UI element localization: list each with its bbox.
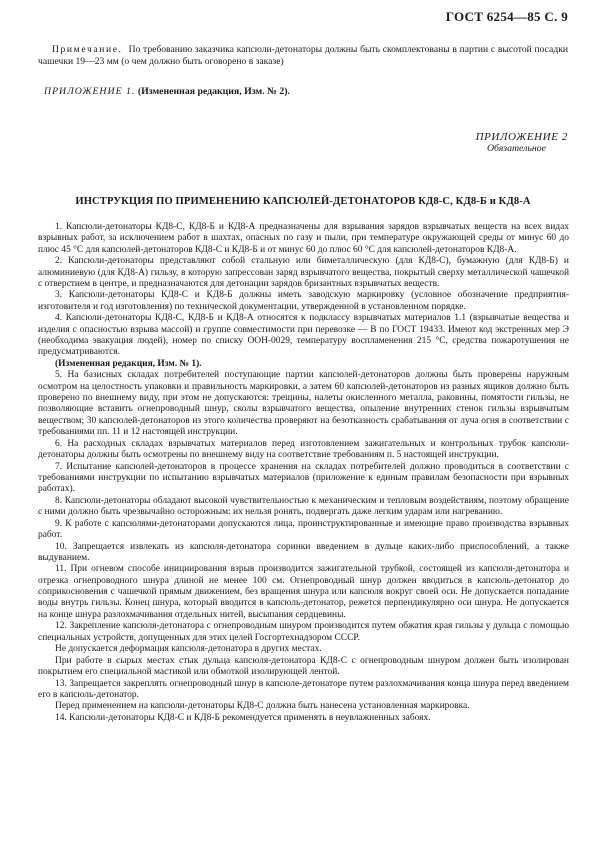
appendix-2-heading: [476, 131, 568, 154]
appendix-1-status: (Измененная редакция, Изм. № 2).: [137, 86, 291, 97]
instruction-title: ИНСТРУКЦИЯ ПО ПРИМЕНЕНИЮ КАПСЮЛЕЙ-ДЕТОНАТОРОВ КД8-С, КД8-Б и КД8-А: [75, 196, 531, 207]
note-label: Примечание.: [52, 44, 123, 55]
revision-note: (Измененная редакция, Изм. № 1).: [55, 358, 202, 369]
paragraph-12-note: Не допускается деформация капсюля-детонатора в других местах.: [55, 644, 322, 655]
paragraph-13: 13. Запрещается закреплять огнепроводный шнур в капсюле-детонаторе путем разлохмачивания конца шнура перед введением его в капсюль-детонатор.: [38, 678, 569, 700]
paragraph-13-marking: Перед применением на капсюли-детонаторы КД8-С должна быть нанесена установленная маркировка.: [55, 701, 470, 712]
paragraph-4: 4. Капсюли-детонаторы КД8-С, КД8-Б и КД8-А относятся к подклассу взрывчатых материалов 1.1 (взрывчатые вещества и изделия с опасностью взрыва массой) и группе совместимости при перевозке — В по ГОСТ 19433. Имеют код экстренных мер Э (необходима эвакуация людей), номер по списку ООН-0029, температуру воспламенения 215 °С, средства пожаротушения не предусматриваются.: [38, 313, 569, 358]
paragraph-14: 14. Капсюли-детонаторы КД8-С и КД8-Б рекомендуется применять в неувлажненных забоях.: [55, 712, 431, 723]
paragraph-9: 9. К работе с капсюлями-детонаторами допускаются лица, проинструктированные и имеющие право производства взрывных работ.: [38, 518, 569, 540]
paragraph-12-wet-conditions: При работе в сырых местах стык дульца капсюля-детонатора КД8-С с огнепроводным шнуром должен быть изолирован покрытием его специальной мастикой или обмоткой изолирующей лентой.: [38, 655, 569, 678]
page-header: ГОСТ 6254—85 С. 9: [445, 9, 568, 24]
paragraph-3: 3. Капсюли-детонаторы КД8-С и КД8-Б должны иметь заводскую маркировку (условное обозначение предприятия-изготовителя и год изготовления) по технической документации, утвержденной в установленном порядке.: [38, 290, 569, 312]
paragraph-1: 1. Капсюли-детонаторы КД8-С, КД8-Б и КД8-А предназначены для взрывания зарядов взрывчатых веществ на всех видах взрывных работ, за исключением работ в шахтах, опасных по газу и пыли, при температуре окружающей среды от минус 60 до плюс 45 °С для капсюлей-детонаторов КД8-С и КД8-Б и от минус 60 до плюс 60 °С для капсюлей-детонаторов КД8-А.: [38, 222, 569, 255]
appendix-1-note: [44, 86, 290, 97]
paragraph-8: 8. Капсюли-детонаторы обладают высокой чувствительностью к механическим и тепловым воздействиям, поэтому обращение с ними должно быть чрезвычайно осторожным: их нельзя ронять, подвергать даже легким ударам или нагреванию.: [38, 495, 569, 518]
paragraph-6: 6. На расходных складах взрывчатых материалов перед изготовлением зажигательных и контрольных трубок капсюли-детонаторы должны быть осмотрены по внешнему виду на соответствие требованиям п. 5 настоящей инструкции.: [38, 438, 569, 460]
note: [38, 44, 568, 68]
appendix-2-type: Обязательное: [486, 143, 546, 154]
paragraph-7: 7. Испытание капсюлей-детонаторов в процессе хранения на складах потребителей должно проводиться в соответствии с требованиями инструкции по испытанию взрывчатых материалов (приложение к единым правилам безопасности при взрывных работах).: [38, 461, 569, 495]
paragraph-2: 2. Капсюли-детонаторы представляют собой стальную или биметаллическую (для КД8-С), бумажную (для КД8-Б) и алюминиевую (для КД8-А) гильзу, в которую запрессован заряд взрывчатого вещества, покрытый сверху металлической чашечкой с отверстием в центре, и предназначаются для детонации зарядов бризантных взрывчатых веществ.: [38, 256, 569, 289]
paragraph-12: 12. Закрепление капсюля-детонатора с огнепроводным шнуром производится путем обжатия края гильзы у дульца с помощью специальных устройств, допущенных для этих целей Госгортехнадзором СССР.: [38, 621, 569, 643]
paragraph-11: 11. При огневом способе инициирования взрыв производится зажигательной трубкой, состоящей из капсюля-детонатора и отрезка огнепроводного шнура длиной не менее 100 см. Огнепроводный шнур должен вводиться в капсюль-детонатор до соприкосновения с чашечкой прямым движением, без вращения шнура или капсюля вокруг своей оси. Не допускается попадание воды внутрь гильзы. Конец шнура, который вводится в капсюль-детонатор, режется перпендикулярно оси шнура. Не допускается на конце шнура разлохмачивания отдельных нитей, высыпания сердцевины.: [38, 564, 569, 620]
paragraph-5: 5. На базисных складах потребителей поступающие партии капсюлей-детонаторов должны быть проверены наружным осмотром на целостность упаковки и правильность маркировки, а затем 60 капсюлей-детонаторов из разных ящиков должно быть проверено по внешнему виду, при этом не допускаются: трещины, налеты окисленного металла, раковины, помятости гильзы, не позволяющие вставить огнепроводный шнур, сколы взрывчатого вещества, опыление внутренних стенок гильзы взрывчатым веществом; 30 капсюлей-детонаторов из этого количества проверяют на безотказность срабатывания от луча огня в соответствии с требованиями пп. 11 и 12 настоящей инструкции.: [38, 370, 569, 438]
instruction-body: [38, 222, 569, 725]
appendix-1-name: ПРИЛОЖЕНИЕ 1.: [44, 86, 136, 97]
note-text: По требованию заказчика капсюли-детонаторы должны быть скомплектованы в партии с высотой посадки чашечки 19—23 мм (о чем должно быть оговорено в заказе): [38, 44, 568, 67]
appendix-2-name: ПРИЛОЖЕНИЕ 2: [475, 131, 568, 143]
paragraph-10: 10. Запрещается извлекать из капсюля-детонатора соринки введением в дульце каких-либо приспособлений, а также выдуванием.: [38, 541, 569, 563]
